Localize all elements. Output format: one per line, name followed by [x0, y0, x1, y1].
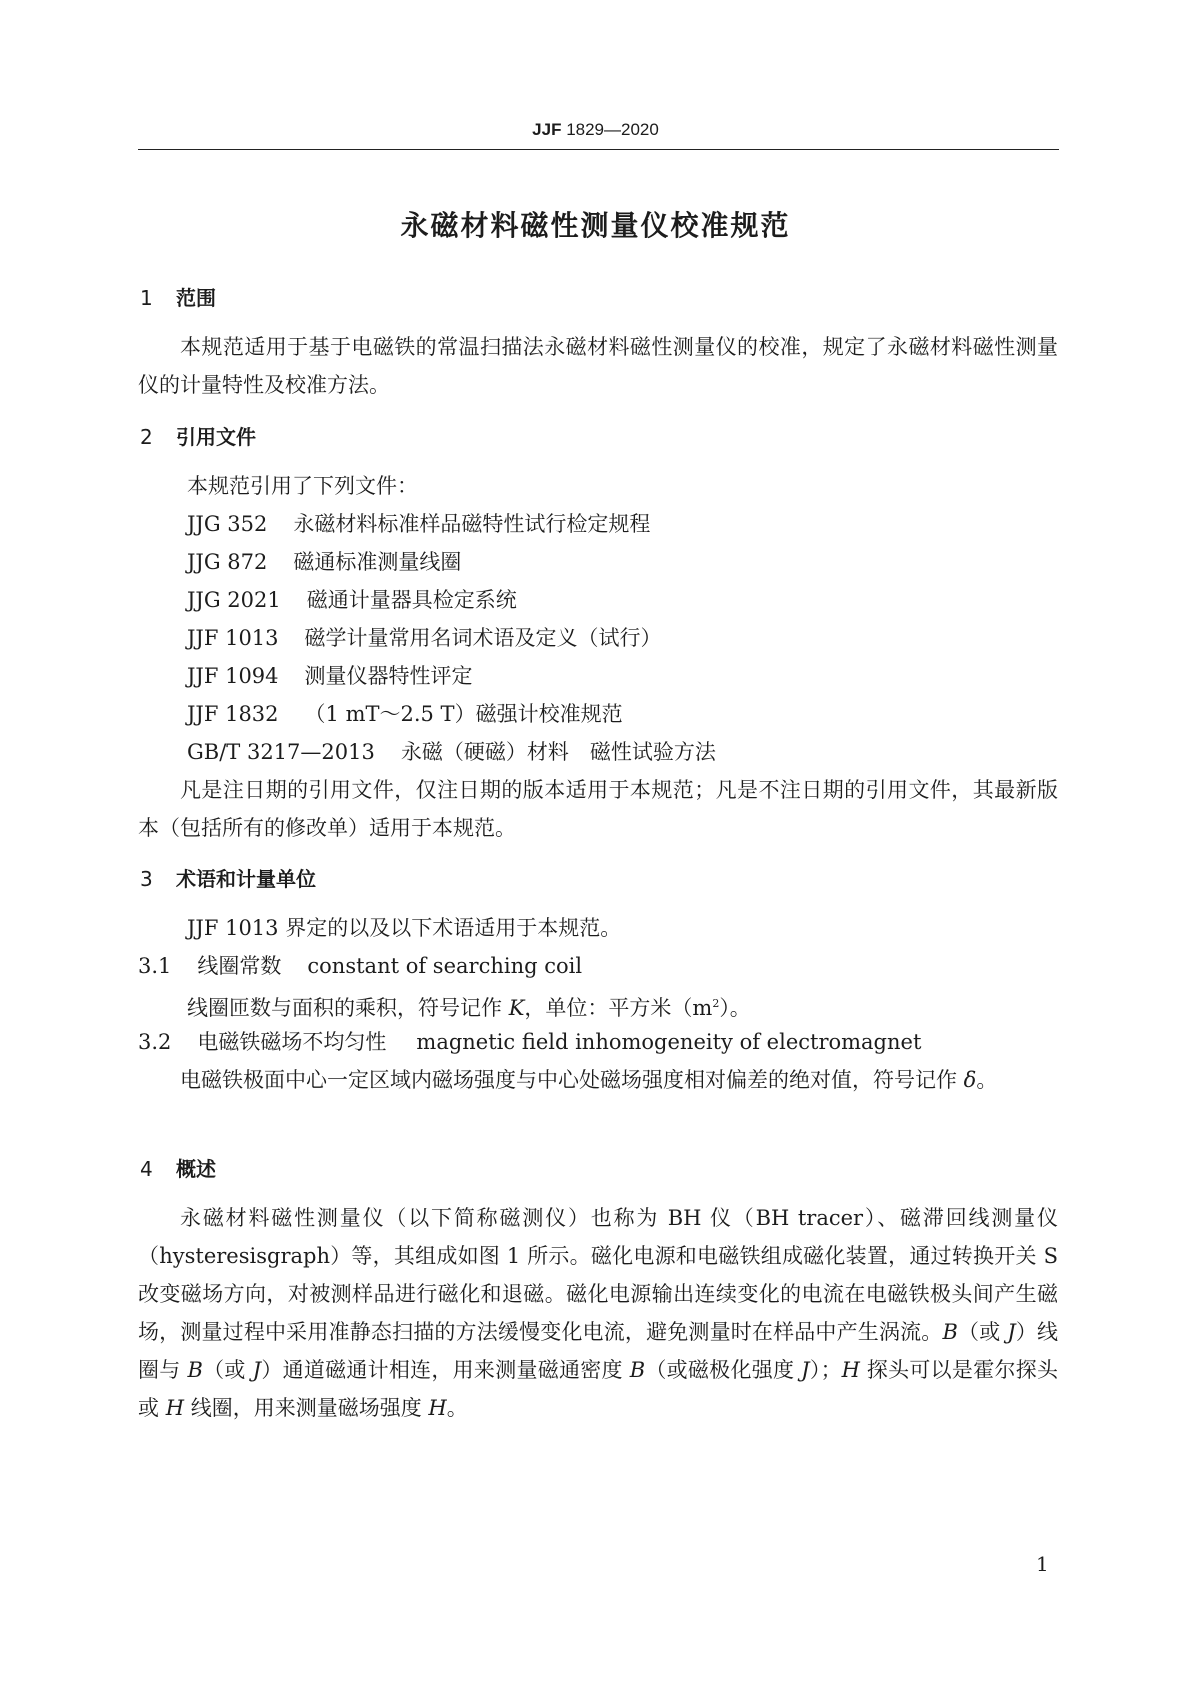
section-1-paragraph: 本规范适用于基于电磁铁的常温扫描法永磁材料磁性测量仪的校准，规定了永磁材料磁性测量仪的计量特性及校准方法。: [138, 335, 1058, 397]
section-number: 3: [140, 867, 153, 891]
reference-code: JJG 2021: [187, 588, 281, 612]
section-2-heading: [140, 421, 256, 450]
reference-item: [187, 581, 517, 619]
paragraph-text: 探头可以是霍尔探头或: [138, 1358, 1058, 1420]
section-1-heading: [140, 282, 216, 311]
reference-name: 磁学计量常用名词术语及定义（试行）: [304, 626, 662, 650]
section-3-heading: [140, 863, 316, 892]
paragraph-text: 永磁材料磁性测量仪（以下简称磁测仪）也称为 BH 仪（BH tracer）、磁滞回线测量仪（hysteresisgraph）等，其组成如图 1 所示。磁化电源和电磁铁组成磁化装置，通过转换开关 S 改变磁场方向，对被测样品进行磁化和退磁。磁化电源输出连续变化的电流在电磁铁极头间产生磁场，测量过程中采用准静态扫描的方法缓慢变化电流，避免测量时在样品中产生涡流。: [138, 1206, 1058, 1344]
definition-text: 。: [976, 1068, 998, 1092]
symbol-j: J: [1007, 1320, 1016, 1344]
paragraph-text: ）线圈与: [138, 1320, 1058, 1382]
reference-item: [187, 543, 461, 581]
symbol-b: B: [187, 1358, 203, 1382]
document-title: 永磁材料磁性测量仪校准规范: [400, 209, 791, 242]
running-header: [0, 120, 1191, 140]
section-number: 4: [140, 1157, 153, 1181]
symbol-h: H: [165, 1396, 185, 1420]
term-english: magnetic field inhomogeneity of electromagnet: [416, 1030, 922, 1054]
paragraph-text: ）通道磁通计相连，用来测量磁通密度: [261, 1358, 630, 1382]
symbol-b: B: [629, 1358, 646, 1382]
reference-name: 测量仪器特性评定: [304, 664, 473, 688]
reference-name: 磁通计量器具检定系统: [306, 588, 517, 612]
symbol-b: B: [942, 1320, 958, 1344]
paragraph-text: （或: [957, 1320, 1008, 1344]
symbol-j: J: [801, 1358, 810, 1382]
paragraph-text: ）；: [809, 1358, 842, 1382]
section-title: 引用文件: [176, 425, 256, 449]
definition-text: ）。: [719, 996, 751, 1020]
reference-name: 永磁材料标准样品磁特性试行检定规程: [293, 512, 651, 536]
header-std: JJF: [532, 120, 562, 139]
reference-item: [187, 619, 662, 657]
paragraph-text: 线圈，用来测量磁场强度: [184, 1396, 429, 1420]
reference-code: JJG 352: [187, 512, 268, 536]
term-name: 电磁铁磁场不均匀性: [197, 1030, 387, 1054]
term-number: 3.2: [138, 1030, 172, 1054]
section-number: 2: [140, 425, 153, 449]
reference-name: （1 mT～2.5 T）磁强计校准规范: [304, 702, 623, 726]
term-3-1: [138, 947, 582, 985]
symbol-k: K: [508, 996, 525, 1020]
references-note: 凡是注日期的引用文件，仅注日期的版本适用于本规范；凡是不注日期的引用文件，其最新版本（包括所有的修改单）适用于本规范。: [138, 778, 1058, 840]
header-number: 1829—2020: [566, 120, 659, 139]
term-number: 3.1: [138, 954, 172, 978]
reference-code: GB/T 3217—2013: [187, 740, 375, 764]
reference-name: 磁通标准测量线圈: [293, 550, 462, 574]
reference-code: JJF 1013: [187, 626, 279, 650]
page-number: 1: [1036, 1552, 1049, 1576]
header-rule: [138, 149, 1059, 150]
symbol-j: J: [252, 1358, 262, 1382]
definition-text: ，单位：平方米（m: [524, 996, 713, 1020]
section-title: 概述: [176, 1157, 216, 1181]
term-3-2-definition: [138, 1061, 1058, 1099]
reference-item: [187, 695, 623, 733]
section-4-paragraph: [138, 1199, 1058, 1427]
symbol-delta: δ: [963, 1068, 977, 1092]
paragraph-text: （或: [202, 1358, 253, 1382]
terms-intro: JJF 1013 界定的以及以下术语适用于本规范。: [187, 916, 622, 940]
reference-item: [187, 505, 650, 543]
paragraph-text: 。: [446, 1396, 468, 1420]
reference-code: JJG 872: [187, 550, 268, 574]
term-3-2: [138, 1023, 921, 1061]
reference-item: [187, 733, 716, 771]
unit-exponent: 2: [712, 997, 720, 1010]
term-english: constant of searching coil: [307, 954, 583, 978]
reference-item: [187, 657, 473, 695]
reference-name: 永磁（硬磁）材料 磁性试验方法: [400, 740, 716, 764]
term-3-1-definition: [187, 985, 751, 1027]
section-4-heading: [140, 1153, 216, 1182]
section-title: 术语和计量单位: [176, 867, 316, 891]
symbol-h: H: [841, 1358, 860, 1382]
references-intro: 本规范引用了下列文件：: [187, 474, 418, 498]
section-title: 范围: [176, 286, 216, 310]
symbol-h: H: [428, 1396, 447, 1420]
section-number: 1: [140, 286, 153, 310]
paragraph-text: （或磁极化强度: [645, 1358, 802, 1382]
term-name: 线圈常数: [197, 954, 282, 978]
definition-text: 电磁铁极面中心一定区域内磁场强度与中心处磁场强度相对偏差的绝对值，符号记作: [180, 1068, 964, 1092]
definition-text: 线圈匝数与面积的乘积，符号记作: [187, 996, 509, 1020]
reference-code: JJF 1094: [187, 664, 279, 688]
reference-code: JJF 1832: [187, 702, 279, 726]
